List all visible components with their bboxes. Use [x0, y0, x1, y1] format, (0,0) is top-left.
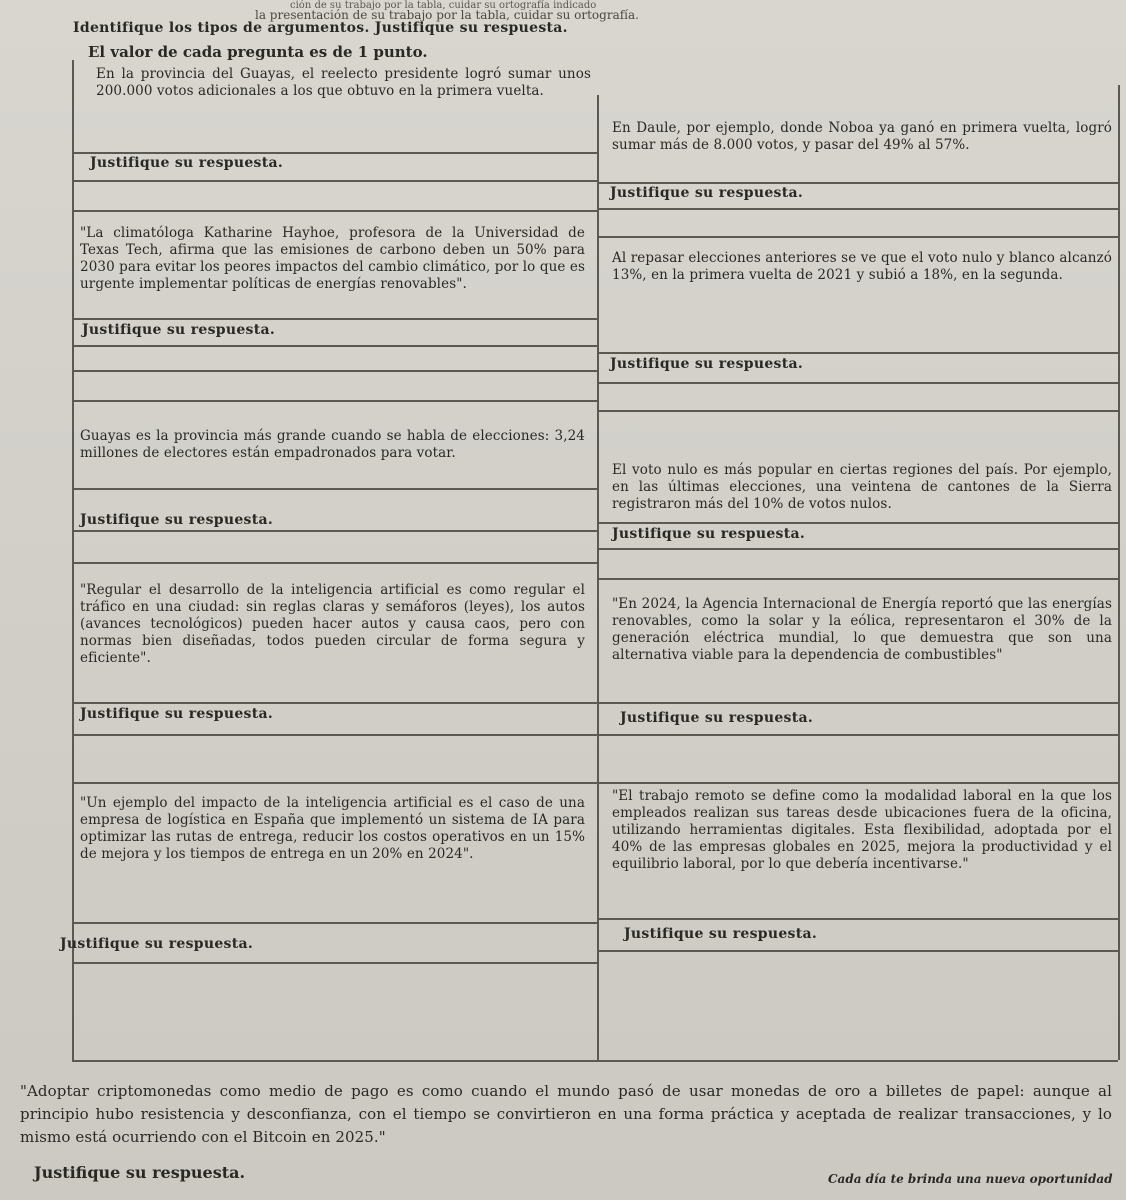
justify-label: Justifique su respuesta. [90, 155, 284, 171]
justify-label: Justifique su respuesta. [34, 1163, 246, 1182]
row-divider [72, 180, 597, 182]
row-divider [72, 702, 597, 704]
row-divider [72, 562, 597, 564]
argument-item: En la provincia del Guayas, el reelecto presidente logró sumar unos 200.000 votos adicionales a los que obtuvo en la primera vuelta. [96, 66, 591, 99]
row-divider [597, 182, 1118, 184]
argument-item: "Regular el desarrollo de la inteligencia artificial es como regular el tráfico en una ciudad: sin reglas claras y semáforos (leyes), los autos (avances tecnológicos) pueden hacer autos y causa caos, pero con normas bien diseñadas, todos pueden circular de forma segura y eficiente". [80, 582, 585, 666]
points-note: El valor de cada pregunta es de 1 punto. [88, 43, 428, 61]
justify-label: Justifique su respuesta. [80, 706, 274, 722]
row-divider [597, 702, 1118, 704]
justify-label: Justifique su respuesta. [624, 926, 818, 942]
row-divider [597, 382, 1118, 384]
footer-motto: Cada día te brinda una nueva oportunidad [828, 1172, 1113, 1186]
row-divider [72, 734, 1118, 736]
row-divider [597, 950, 1118, 952]
row-divider [597, 918, 1118, 920]
row-divider [72, 922, 597, 924]
row-divider [72, 210, 597, 212]
argument-item: En Daule, por ejemplo, donde Noboa ya ganó en primera vuelta, logró sumar más de 8.000 votos, y pasar del 49% al 57%. [612, 120, 1112, 153]
header-top-fragment: ción de su trabajo por la tabla, cuidar su ortografía indicado [290, 0, 597, 11]
argument-item: Al repasar elecciones anteriores se ve que el voto nulo y blanco alcanzó 13%, en la primera vuelta de 2021 y subió a 18%, en la segunda. [612, 250, 1112, 283]
row-divider [72, 530, 597, 532]
row-divider [72, 400, 597, 402]
row-divider [72, 370, 597, 372]
row-divider [72, 488, 597, 490]
row-divider [597, 208, 1118, 210]
row-divider [72, 152, 597, 154]
row-divider [72, 1060, 1118, 1062]
justify-label: Justifique su respuesta. [620, 710, 814, 726]
argument-item: "La climatóloga Katharine Hayhoe, profesora de la Universidad de Texas Tech, afirma que las emisiones de carbono deben un 50% para 2030 para evitar los peores impactos del cambio climático, por lo que es urgente implementar políticas de energías renovables". [80, 225, 585, 292]
argument-item: "Adoptar criptomonedas como medio de pago es como cuando el mundo pasó de usar monedas de oro a billetes de papel: aunque al principio hubo resistencia y desconfianza, con el tiempo se convirtieron en una forma práctica y aceptada de realizar transacciones, y lo mismo está ocurriendo con el Bitcoin en 2025." [20, 1082, 1112, 1146]
row-divider [72, 782, 1118, 784]
row-divider [72, 318, 597, 320]
header-fragment: la presentación de su trabajo por la tabla, cuidar su ortografía. [255, 8, 639, 22]
argument-item: "El trabajo remoto se define como la modalidad laboral en la que los empleados realizan sus tareas desde ubicaciones fuera de la oficina, utilizando herramientas digitales. Esta flexibilidad, adoptada por el 40% de las empresas globales en 2025, mejora la productividad y el equilibrio laboral, por lo que debería incentivarse." [612, 788, 1112, 872]
argument-item: Guayas es la provincia más grande cuando se habla de elecciones: 3,24 millones de electores están empadronados para votar. [80, 428, 585, 461]
row-divider [597, 352, 1118, 354]
justify-label: Justifique su respuesta. [82, 322, 276, 338]
table-right-border [1118, 85, 1120, 1060]
argument-item: "En 2024, la Agencia Internacional de Energía reportó que las energías renovables, como la solar y la eólica, representaron el 30% de la generación eléctrica mundial, lo que demuestra que son una alternativa viable para la dependencia de combustibles" [612, 596, 1112, 663]
row-divider [72, 962, 597, 964]
row-divider [597, 522, 1118, 524]
row-divider [597, 578, 1118, 580]
argument-item: "Un ejemplo del impacto de la inteligencia artificial es el caso de una empresa de logística en España que implementó un sistema de IA para optimizar las rutas de entrega, reducir los costos operativos en un 15% de mejora y los tiempos de entrega en un 20% en 2024". [80, 795, 585, 862]
justify-label: Justifique su respuesta. [80, 512, 274, 528]
row-divider [72, 345, 597, 347]
row-divider [597, 548, 1118, 550]
row-divider [597, 410, 1118, 412]
justify-label: Justifique su respuesta. [612, 526, 806, 542]
justify-label: Justifique su respuesta. [610, 185, 804, 201]
row-divider [597, 236, 1118, 238]
justify-label: Justifique su respuesta. [60, 936, 254, 952]
justify-label: Justifique su respuesta. [610, 356, 804, 372]
instruction-heading: Identifique los tipos de argumentos. Justifique su respuesta. [73, 20, 568, 36]
argument-item: El voto nulo es más popular en ciertas regiones del país. Por ejemplo, en las últimas elecciones, una veintena de cantones de la Sierra registraron más del 10% de votos nulos. [612, 462, 1112, 512]
